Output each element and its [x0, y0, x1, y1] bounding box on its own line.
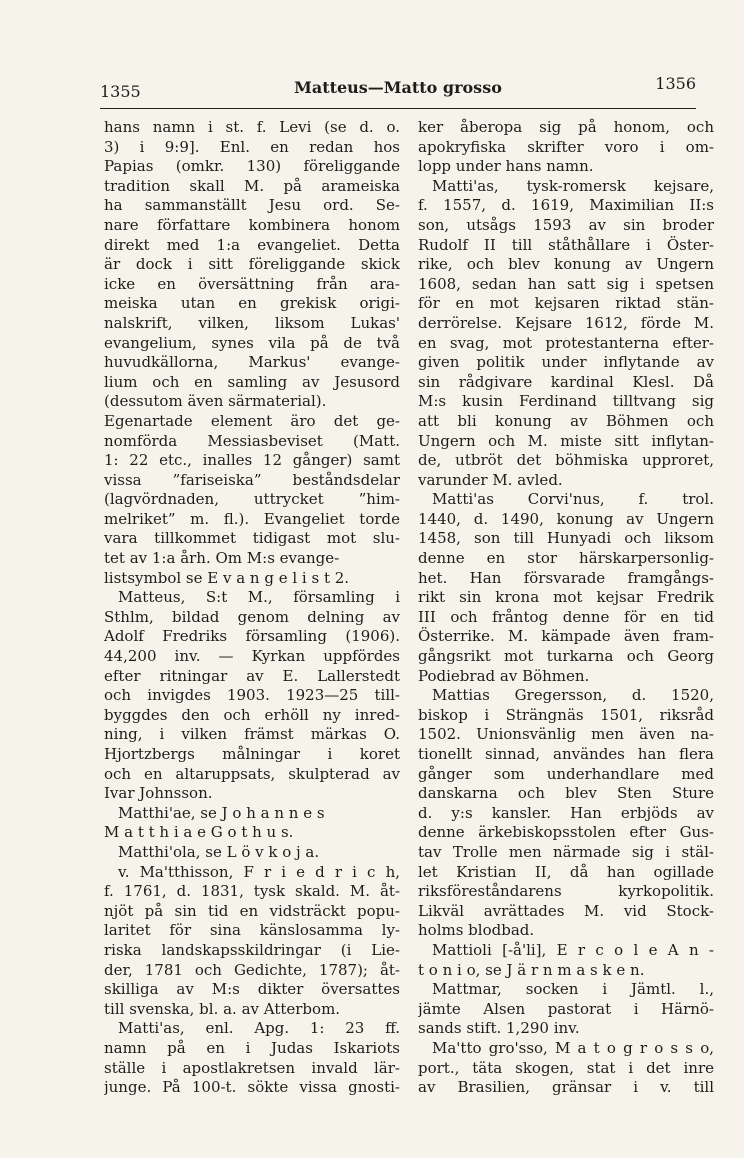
text-line: holms blodbad. — [418, 921, 535, 940]
text-line: tet av 1:a årh. Om M:s evange- — [104, 549, 340, 568]
text-line: v. Ma'tthisson, F r i e d r i c h, — [118, 862, 400, 881]
right-column — [418, 118, 714, 1098]
text-line: gångsrikt mot turkarna och Georg — [418, 647, 714, 666]
text-line: gånger som underhandlare med — [418, 764, 714, 783]
text-line: av Brasilien, gränsar i v. till — [418, 1078, 714, 1097]
text-line: t o n i o, se J ä r n m a s k e n. — [418, 960, 645, 979]
text-line: till svenska, bl. a. av Atterbom. — [104, 999, 341, 1018]
text-line: ning, i vilken främst märkas O. — [104, 725, 400, 744]
text-line: III och fråntog denne för en tid — [418, 607, 714, 626]
text-line: direkt med 1:a evangeliet. Detta — [104, 235, 400, 254]
text-line: njöt på sin tid en vidsträckt popu- — [104, 901, 400, 920]
text-line: nomförda Messiasbeviset (Matt. — [104, 431, 400, 450]
text-line: rike, och blev konung av Ungern — [418, 255, 714, 274]
text-line: Ivar Johnsson. — [104, 784, 213, 803]
text-line: hans namn i st. f. Levi (se d. o. — [104, 118, 400, 136]
text-line: Matthi'ola, se L ö v k o j a. — [118, 842, 320, 861]
text-line: ha sammanställt Jesu ord. Se- — [104, 196, 400, 215]
text-line: apokryfiska skrifter voro i om- — [418, 137, 714, 156]
text-line: meiska utan en grekisk origi- — [104, 294, 400, 313]
running-header — [100, 72, 696, 109]
text-line: Ungern och M. miste sitt inflytan- — [418, 431, 714, 450]
text-line: melriket” m. fl.). Evangeliet torde — [104, 509, 400, 528]
text-line: är dock i sitt föreliggande skick — [104, 255, 400, 274]
left-column — [104, 118, 400, 1098]
page-number-right: 1356 — [655, 74, 696, 93]
text-line: M a t t h i a e G o t h u s. — [104, 823, 294, 842]
text-line: Sthlm, bildad genom delning av — [104, 607, 400, 626]
text-line: son, utsågs 1593 av sin broder — [418, 215, 714, 234]
text-line: lium och en samling av Jesusord — [104, 372, 400, 391]
text-line: tav Trolle men närmade sig i stäl- — [418, 842, 714, 861]
text-line: evangelium, synes vila på de två — [104, 333, 400, 352]
text-line: junge. På 100-t. sökte vissa gnosti- — [104, 1078, 400, 1097]
text-line: Hjortzbergs målningar i koret — [104, 745, 400, 763]
text-line: för en mot kejsaren riktad stän- — [418, 294, 714, 313]
text-line: ker åberopa sig på honom, och — [418, 118, 714, 136]
text-line: 1458, son till Hunyadi och liksom — [418, 529, 714, 548]
text-line: tionellt sinnad, användes han flera — [418, 745, 714, 763]
text-line: port., täta skogen, stat i det inre — [418, 1058, 714, 1077]
text-line: 44,200 inv. — Kyrkan uppfördes — [104, 647, 400, 666]
text-line: Egenartade element äro det ge- — [104, 411, 400, 430]
text-line: de, utbröt det böhmiska upproret, — [418, 451, 714, 470]
text-line: let Kristian II, då han ogillade — [418, 862, 714, 881]
text-line: Papias (omkr. 130) föreliggande — [104, 157, 400, 176]
text-line: Österrike. M. kämpade även fram- — [418, 627, 714, 646]
text-line: ställe i apostlakretsen invald lär- — [104, 1058, 400, 1077]
text-line: vara tillkommet tidigast mot slu- — [104, 529, 400, 548]
text-line: 1440, d. 1490, konung av Ungern — [418, 509, 714, 528]
text-line: denne ärkebiskopsstolen efter Gus- — [418, 823, 714, 842]
text-line: sin rådgivare kardinal Klesl. Då — [418, 372, 714, 391]
text-line: nalskrift, vilken, liksom Lukas' — [104, 313, 400, 332]
text-line: huvudkällorna, Markus' evange- — [104, 353, 400, 372]
text-line: tradition skall M. på arameiska — [104, 176, 400, 195]
text-line: der, 1781 och Gedichte, 1787); åt- — [104, 960, 400, 979]
text-line: 3) i 9:9]. Enl. en redan hos — [104, 137, 400, 156]
text-line: vissa ”fariseiska” beståndsdelar — [104, 470, 400, 489]
text-line: lopp under hans namn. — [418, 157, 594, 176]
text-line: laritet för sina känslosamma ly- — [104, 921, 400, 940]
text-line: f. 1761, d. 1831, tysk skald. M. åt- — [104, 882, 400, 901]
text-line: nare författare kombinera honom — [104, 215, 400, 234]
text-line: M:s kusin Ferdinand tilltvang sig — [418, 392, 714, 411]
text-line: derrörelse. Kejsare 1612, förde M. — [418, 313, 714, 332]
text-line: Podiebrad av Böhmen. — [418, 666, 590, 685]
text-line: Mattmar, socken i Jämtl. l., — [432, 980, 714, 999]
text-line: Matti'as, enl. Apg. 1: 23 ff. — [118, 1019, 400, 1038]
text-line: Rudolf II till ståthållare i Öster- — [418, 235, 714, 254]
text-line: denne en stor härskarpersonlig- — [418, 549, 714, 568]
text-line: icke en översättning från ara- — [104, 274, 400, 293]
text-line: byggdes den och erhöll ny inred- — [104, 705, 400, 724]
text-line: Mattias Gregersson, d. 1520, — [432, 686, 714, 705]
text-line: Mattioli [-å'li], E r c o l e A n - — [432, 940, 714, 959]
text-line: danskarna och blev Sten Sture — [418, 784, 714, 803]
header-title: Matteus—Matto grosso — [294, 78, 502, 97]
text-line: riksföreståndarens kyrkopolitik. — [418, 882, 714, 901]
text-line: Matti'as, tysk-romersk kejsare, — [432, 176, 714, 195]
text-line: att bli konung av Böhmen och — [418, 411, 714, 430]
text-line: given politik under inflytande av — [418, 353, 714, 372]
text-line: Likväl avrättades M. vid Stock- — [418, 901, 714, 920]
text-line: Matti'as Corvi'nus, f. trol. — [432, 490, 714, 509]
text-line: f. 1557, d. 1619, Maximilian II:s — [418, 196, 714, 215]
text-line: Ma'tto gro'sso, M a t o g r o s s o, — [432, 1038, 714, 1057]
text-line: 1: 22 etc., inalles 12 gånger) samt — [104, 451, 400, 470]
text-line: (dessutom även särmaterial). — [104, 392, 327, 411]
text-line: varunder M. avled. — [418, 470, 563, 489]
page-number-left: 1355 — [100, 82, 141, 101]
text-line: namn på en i Judas Iskariots — [104, 1038, 400, 1057]
text-line: Matthi'ae, se J o h a n n e s — [118, 803, 325, 822]
text-line: Matteus, S:t M., församling i — [118, 588, 400, 607]
text-line: jämte Alsen pastorat i Härnö- — [418, 999, 714, 1018]
text-line: biskop i Strängnäs 1501, riksråd — [418, 705, 714, 724]
text-line: d. y:s kansler. Han erbjöds av — [418, 803, 714, 822]
text-line: het. Han försvarade framgångs- — [418, 568, 714, 587]
text-line: riska landskapsskildringar (i Lie- — [104, 940, 400, 959]
text-line: (lagvördnaden, uttrycket ”him- — [104, 490, 400, 509]
text-line: och en altaruppsats, skulpterad av — [104, 764, 400, 783]
text-line: sands stift. 1,290 inv. — [418, 1019, 580, 1038]
text-line: listsymbol se E v a n g e l i s t 2. — [104, 568, 350, 587]
text-line: Adolf Fredriks församling (1906). — [104, 627, 400, 646]
text-line: rikt sin krona mot kejsar Fredrik — [418, 588, 714, 607]
text-line: efter ritningar av E. Lallerstedt — [104, 666, 400, 685]
text-line: 1608, sedan han satt sig i spetsen — [418, 274, 714, 293]
text-line: skilliga av M:s dikter översattes — [104, 980, 400, 999]
text-line: 1502. Unionsvänlig men även na- — [418, 725, 714, 744]
text-line: en svag, mot protestanterna efter- — [418, 333, 714, 352]
text-line: och invigdes 1903. 1923—25 till- — [104, 686, 400, 705]
